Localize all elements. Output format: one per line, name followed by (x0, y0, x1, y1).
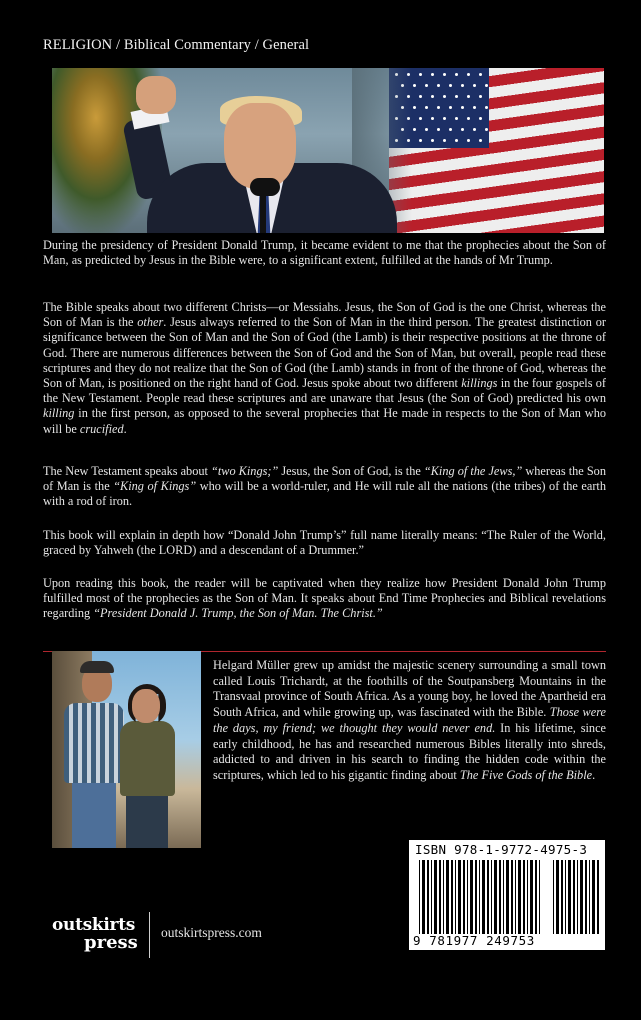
publisher-separator (149, 912, 150, 958)
publisher-logo: outskirts press (52, 915, 138, 953)
paragraph-two-kings: The New Testament speaks about “two Kings;” Jesus, the Son of God, is the “King of the Jews,” whereas the Son of Man is the “King of Kings” who will be a world-ruler, and He will rule all the nations (the tribes) of the earth with a rod of iron. (43, 464, 606, 509)
author-bio: Helgard Müller grew up amidst the majestic scenery surrounding a small town called Louis Trichardt, at the foothills of the Soutpansberg Mountains in the Transvaal province of South Africa. As a young boy, he loved the Apartheid era South Africa, and while growing up, was fascinated with the Bible. Those were the days, my friend; we thought they would never end. In his lifetime, since early childhood, he has and researched numerous Bibles literally into shreds, addicted to and driven in his search to finding the hidden code within the scriptures, which led to his gigantic finding about The Five Gods of the Bible. (213, 658, 606, 782)
price-bars-icon (553, 860, 599, 934)
isbn-barcode (409, 840, 605, 950)
paragraph-name-meaning: This book will explain in depth how “Donald John Trump’s” full name literally means: “The Ruler of the World, graced by Yahweh (the LORD) and a descendant of a Drummer.” (43, 528, 606, 558)
publisher-url[interactable]: outskirtspress.com (161, 925, 262, 940)
cover-photo (52, 68, 604, 233)
author-photo (52, 651, 201, 848)
paragraph-two-christs: The Bible speaks about two different Christs—or Messiahs. Jesus, the Son of God is the one Christ, whereas the Son of Man is the other. Jesus always referred to the Son of Man in the third person. The greatest distinction or significance between the Son of Man and the Son of God (the Lamb) is their respective positions at the throne of God. There are numerous differences between the Son of God and the Son of Man, but overall, people read these scriptures and they do not realize that the Son of God (the Lamb) stands in front of the throne of God, whereas the Son of Man, is positioned on the right hand of God. Jesus spoke about two different killings in the four gospels of the New Testament. People read these scriptures and are unaware that Jesus (the Son of God) predicted his own killing in the first person, as opposed to the several prophecies that He made in respects to the Son of Man who will be crucified. (43, 300, 607, 436)
paragraph-summary: Upon reading this book, the reader will be captivated when they realize how President Donald John Trump fulfilled most of the prophecies as the Son of Man. It speaks about End Time Prophecies and Biblical revelations regarding “President Donald J. Trump, the Son of Man. The Christ.” (43, 576, 606, 621)
category-label: RELIGION / Biblical Commentary / General (43, 37, 310, 53)
flag-image (389, 68, 604, 233)
paragraph-intro: During the presidency of President Donald Trump, it became evident to me that the prophecies about the Son of Man, as predicted by Jesus in the Bible were, to a significant extent, fulfilled at the hands of Mr Trump. (43, 238, 606, 268)
isbn-number: ISBN 978-1-9772-4975-3 (415, 842, 588, 857)
barcode-bars-icon (419, 860, 541, 934)
ean-number: 9 781977 249753 (413, 933, 535, 948)
